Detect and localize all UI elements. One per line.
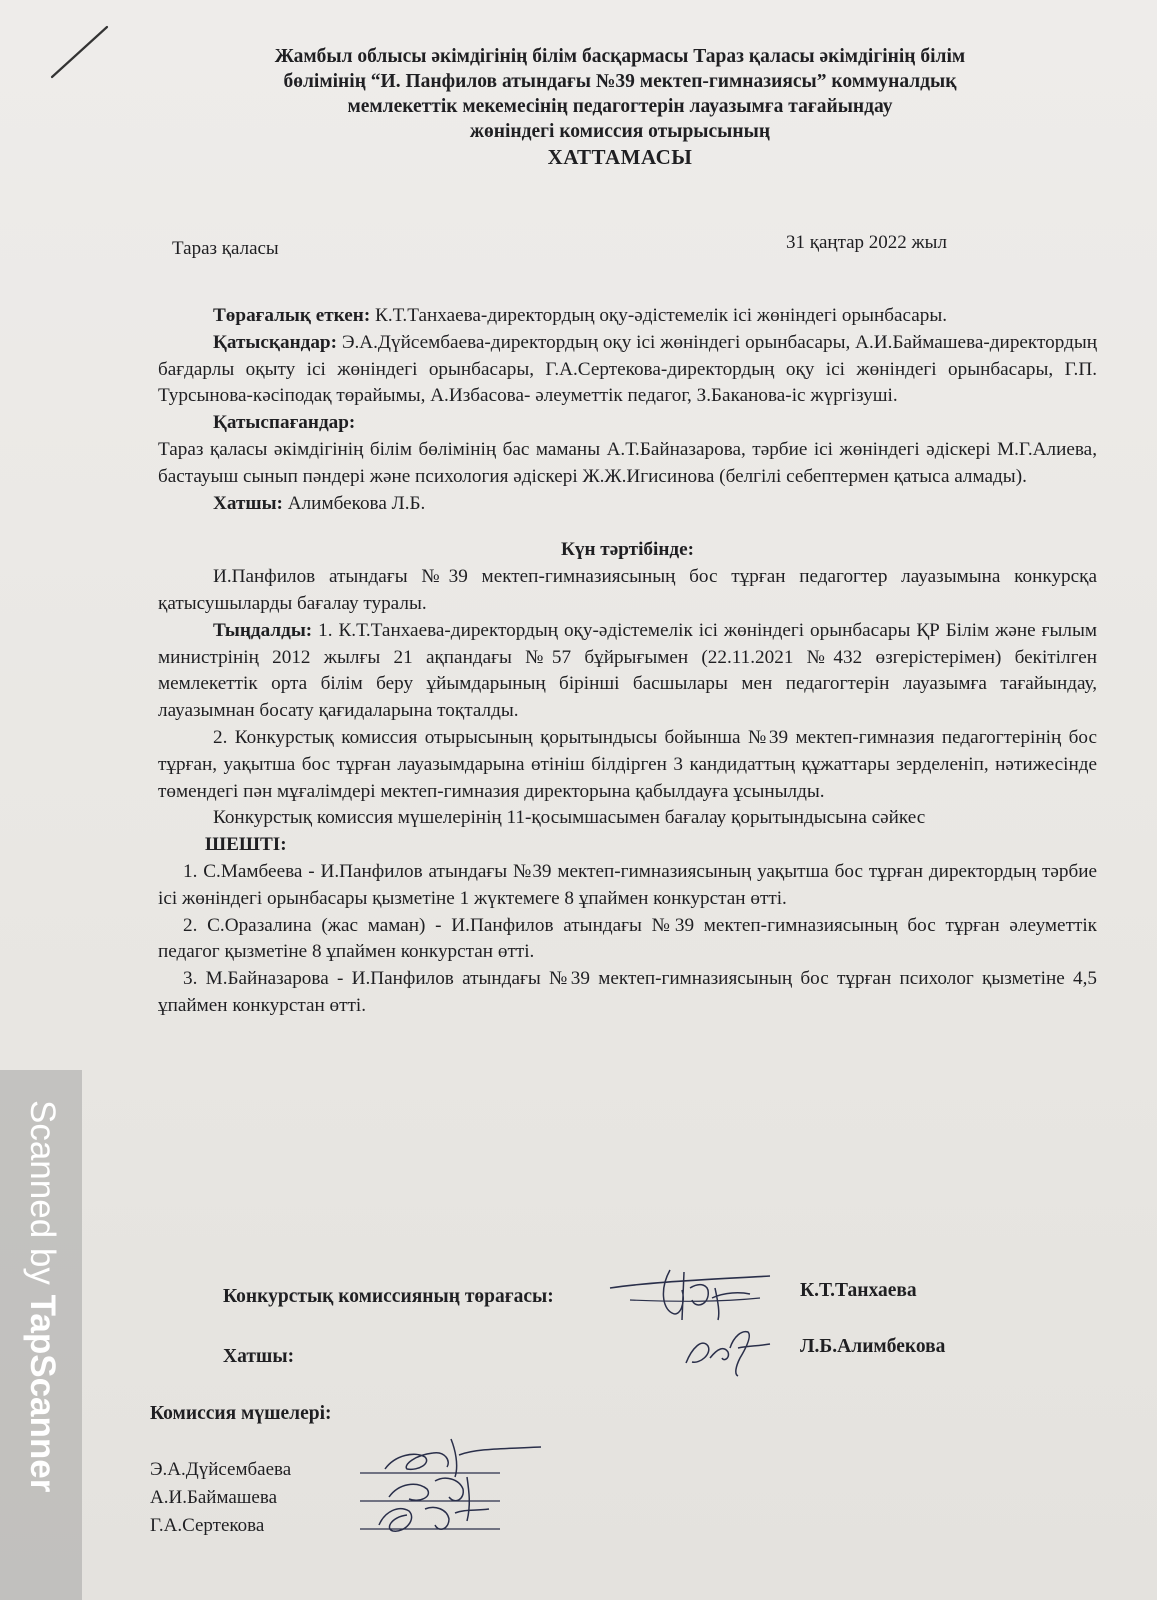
heard-paragraph [158,618,1097,725]
secretary-signature-label: Хатшы: [223,1346,295,1367]
heard-label: Тыңдалды: [213,619,313,641]
decision-item-1: 1. С.Мамбеева - И.Панфилов атындағы №39 мектеп-гимназиясының уақытша бос тұрған директордың тәрбие ісі жөніндегі орынбасары қызметіне 1 жүктемеге 8 ұпаймен конкурстан өтті. [158,860,1097,909]
secretary-signature [678,1318,778,1378]
header-line-1: Жамбыл облысы әкімдігінің білім басқармасы Тараз қаласы әкімдігінің білім [274,46,966,67]
chair-text: К.Т.Танхаева-директордың оқу-әдістемелік ісі жөніндегі орынбасары. [370,305,948,326]
secretary-name: Л.Б.Алимбекова [800,1336,946,1357]
absent-label: Қатыспағандар: [213,412,356,434]
absent-text: Тараз қаласы әкімдігінің білім бөлімінің бас маманы А.Т.Байназарова, тәрбие ісі жөніндегі әдіскері М.Г.Алиева, бастауыш сынып пәндері және психология әдіскері Ж.Ж.Игисинова (белгілі себептермен қатыса алмады). [158,438,1097,487]
decision-label: ШЕШТІ: [205,834,287,856]
heard-item-3: Конкурстық комиссия мүшелерінің 11-қосымшасымен бағалау қорытындысына сәйкес [213,807,926,829]
header-line-4: жөніндегі комиссия отырысының [469,121,771,142]
member-name: А.И.Баймашева [150,1487,277,1508]
place: Тараз қаласы [172,238,279,259]
participants-label: Қатысқандар: [213,331,337,353]
pen-mark [47,22,117,82]
decision-item-2: 2. С.Оразалина (жас маман) - И.Панфилов атындағы №39 мектеп-гимназиясының бос тұрған әлеуметтік педагог қызметіне 8 ұпаймен конкурстан өтті. [158,914,1097,963]
participants-text: Э.А.Дүйсембаева-директордың оқу ісі жөніндегі орынбасары, А.И.Баймашева-директордың бағдарлы оқыту ісі жөніндегі орынбасары, Г.А.Сертекова-директордың оқу ісі жөніндегі орынбасары, Г.П. Турсынова-кәсіподақ төрайымы, А.Избасова- әлеуметтік педагог, З.Баканова-іс жүргізуші. [158,331,1097,407]
heard-item-2: 2. Конкурстық комиссия отырысының қорытындысы бойынша №39 мектеп-гимназия педагогтерінің бос тұрған, уақытша бос тұрған лауазымдарына өтініш білдірген 3 кандидаттың құжаттары зерделеніп, нәтижесінде төмендегі пән мұғалімдері мектеп-гимназия директорына қабылдауға ұсынылды. [158,726,1097,802]
secretary-label: Хатшы: [213,492,283,514]
agenda-title: Күн тәртібінде: [560,539,695,561]
member-name: Э.А.Дүйсембаева [150,1459,292,1480]
secretary-paragraph [158,491,1097,518]
header-line-3: мемлекеттік мекемесінің педагогтерін лауазымға тағайындау [347,96,893,117]
absent-heading [158,410,1097,437]
agenda-text: И.Панфилов атындағы №39 мектеп-гимназиясының бос тұрған педагогтер лауазымына конкурсқа қатысушыларды бағалау туралы. [158,566,1097,614]
document-body [158,303,1097,1020]
chair-paragraph [158,303,1097,330]
chair-label: Төрағалық еткен: [213,305,371,326]
chair-name: К.Т.Танхаева [800,1280,917,1301]
member-name: Г.А.Сертекова [150,1515,265,1536]
document-header [180,44,1060,170]
members-list [150,1456,291,1540]
document-title: ХАТТАМАСЫ [547,145,693,169]
date: 31 қаңтар 2022 жыл [786,232,947,253]
members-signatures [355,1425,555,1555]
participants-paragraph [158,330,1097,410]
header-line-2: бөлімінің “И. Панфилов атындағы №39 мектеп-гимназиясы” коммуналдық [283,71,957,92]
watermark-prefix: Scanned by [23,1100,62,1295]
scanner-watermark [22,1100,62,1600]
secretary-text: Алимбекова Л.Б. [282,492,426,514]
heard-item-1: 1. К.Т.Танхаева-директордың оқу-әдістемелік ісі жөніндегі орынбасары ҚР Білім және ғылым министрінің 2012 жылғы 21 ақпандағы №57 бұйрығымен (22.11.2021 №432 өзгерістерімен) бекітілген мемлекеттік орта білім беру ұйымдарының бірінші басшылары мен педагогтерін лауазымға тағайындау, лауазымнан босату қағидаларына тоқталды. [158,619,1097,722]
members-title: Комиссия мүшелері: [150,1403,332,1424]
chair-signature-label: Конкурстық комиссияның төрағасы: [223,1286,554,1307]
decision-item-3: 3. М.Байназарова - И.Панфилов атындағы №39 мектеп-гимназиясының бос тұрған психолог қызметіне 4,5 ұпаймен конкурстан өтті. [158,968,1097,1016]
watermark-brand: TapScanner [23,1294,62,1493]
